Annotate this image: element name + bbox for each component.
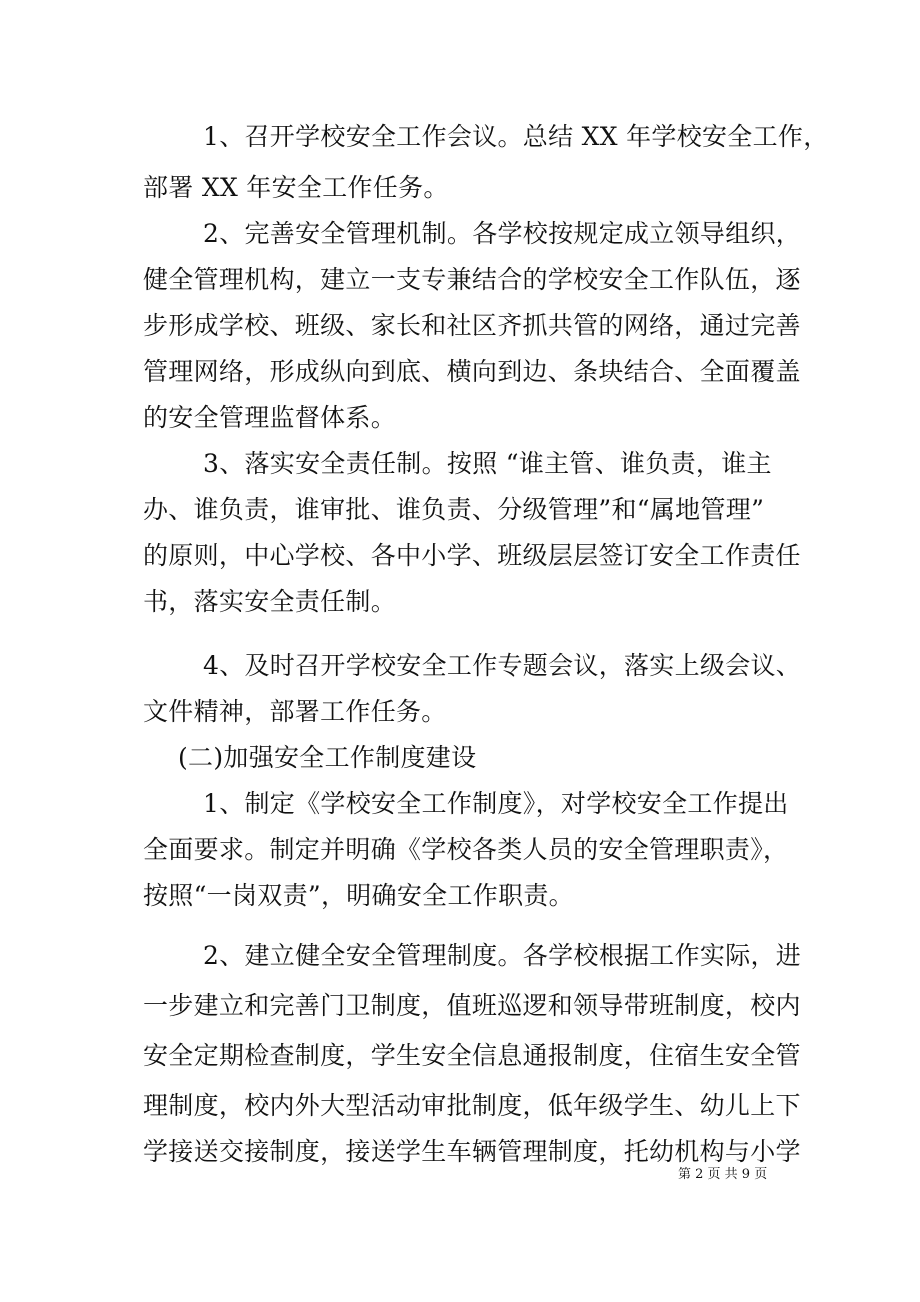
paragraph-line: 的原则，中心学校、各中小学、班级层层签订安全工作责任 [143,541,801,570]
paragraph-line: 全面要求。制定并明确《学校各类人员的安全管理职责》， [143,835,789,864]
page-number-footer: 第 2 页 共 9 页 [678,1167,768,1182]
paragraph-line: 的安全管理监督体系。 [143,403,397,432]
paragraph-line: 步形成学校、班级、家长和社区齐抓共管的网络，通过完善 [143,311,801,340]
paragraph-line: 健全管理机构，建立一支专兼结合的学校安全工作队伍，逐 [143,265,801,294]
paragraph-line: 1、召开学校安全工作会议。总结 XX 年学校安全工作， [203,122,829,151]
paragraph-line: 2、完善安全管理机制。各学校按规定成立领导组织， [203,219,802,248]
paragraph-line: 文件精神，部署工作任务。 [143,697,447,726]
paragraph-line: 4、及时召开学校安全工作专题会议，落实上级会议、 [203,651,802,680]
paragraph-line: 3、落实安全责任制。按照 “谁主管、谁负责，谁主 [203,449,772,478]
paragraph-line: 2、建立健全安全管理制度。各学校根据工作实际，进 [203,941,802,970]
paragraph-line: 部署 XX 年安全工作任务。 [143,173,449,202]
paragraph-line: 办、谁负责，谁审批、谁负责、分级管理”和“属地管理” [143,495,765,524]
paragraph-line: 理制度，校内外大型活动审批制度，低年级学生、幼儿上下 [143,1091,801,1120]
section-heading: (二)加强安全工作制度建设 [178,743,477,772]
paragraph-line: 1、制定《学校安全工作制度》，对学校安全工作提出 [203,789,789,818]
paragraph-line: 按照“一岗双责”，明确安全工作职责。 [143,881,574,910]
paragraph-line: 学接送交接制度，接送学生车辆管理制度，托幼机构与小学 [143,1137,801,1166]
paragraph-line: 书，落实安全责任制。 [143,587,397,616]
paragraph-line: 管理网络，形成纵向到底、横向到边、条块结合、全面覆盖 [143,357,801,386]
paragraph-line: 一步建立和完善门卫制度，值班巡逻和领导带班制度，校内 [143,991,801,1020]
paragraph-line: 安全定期检查制度，学生安全信息通报制度，住宿生安全管 [143,1041,801,1070]
